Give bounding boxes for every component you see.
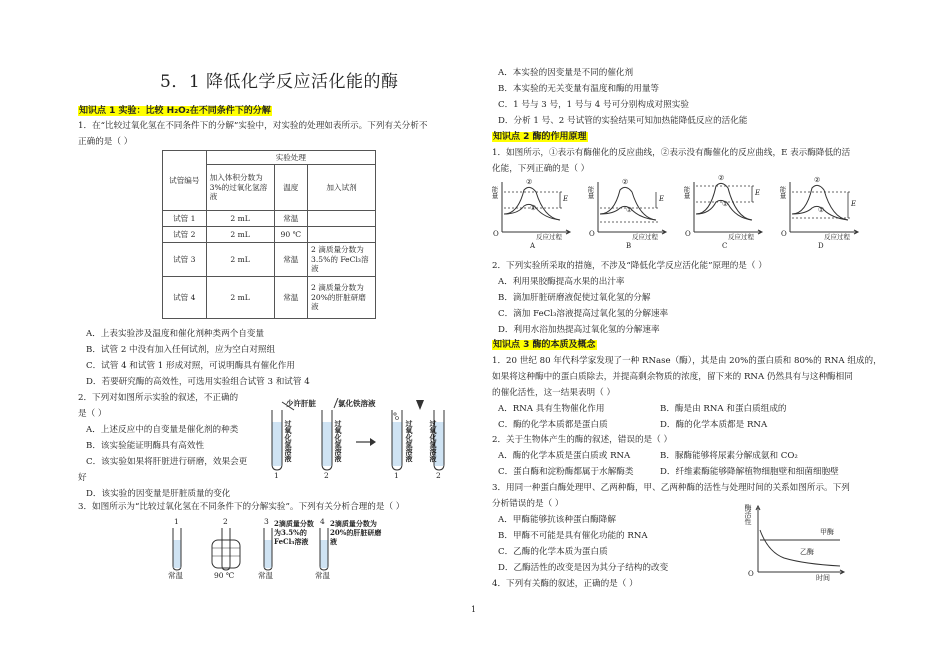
energy-xlabel: 反应过程 <box>536 233 562 241</box>
energy-graph-svg <box>586 178 674 252</box>
section-3-header <box>492 340 597 351</box>
q2-fecl3-label: 氯化铁溶液 <box>338 399 376 408</box>
table-cell: 90 ℃ <box>274 227 307 243</box>
table-cell: 2 mL <box>206 243 274 277</box>
table-cell: 2 mL <box>206 211 274 227</box>
table-row <box>163 227 376 243</box>
section-3-header-text: 知识点 3 酶的本质及概念 <box>493 340 596 350</box>
s3q3-stem-line2: 分析错误的是（ ） <box>492 499 564 509</box>
q3-stem: 3．如图所示为“比较过氧化氢在不同条件下的分解实验”。下列有关分析合理的是（ ） <box>78 502 405 512</box>
curve-1-label: ① <box>530 204 537 212</box>
s2q2-option-a: A．利用果胶酶提高水果的出汁率 <box>498 277 625 287</box>
section-1-header <box>78 106 272 117</box>
energy-xlabel: 反应过程 <box>824 233 850 241</box>
enzyme-activity-svg <box>744 504 854 586</box>
s3q1-option-c: C．酶的化学本质都是蛋白质 <box>498 420 608 430</box>
q1-option-b: B．试管 2 中没有加入任何试剂，应为空白对照组 <box>86 345 276 355</box>
s3q2-option-b: B．脲酶能够将尿素分解成氨和 CO₂ <box>660 451 798 461</box>
s3q1-option-d: D．酶的化学本质都是 RNA <box>660 420 768 430</box>
energy-ylabel: 能量 <box>682 186 691 199</box>
page-title: 5．1 降低化学反应活化能的酶 <box>160 72 399 92</box>
e-label: E <box>755 189 761 197</box>
s3q2-option-c: C．蛋白酶和淀粉酶都属于水解酶类 <box>498 467 634 477</box>
q3-num-3: 3 <box>264 517 269 526</box>
s2q1-stem-line2: 化能，下列正确的是（ ） <box>492 164 590 174</box>
s2q1-stem-line1: 1．如图所示，①表示有酶催化的反应曲线，②表示没有酶催化的反应曲线，E 表示酶降低的活 <box>492 148 851 158</box>
q1-stem-line1: 1．在“比较过氧化氢在不同条件下的分解”实验中，对实验的处理如表所示。下列有关分析不 <box>78 121 428 131</box>
energy-graph-svg <box>778 178 866 252</box>
table-row <box>163 211 376 227</box>
q3-temp-4: 常温 <box>315 571 330 580</box>
s3q1-line2: 如果将这种酶中的蛋白质除去，并提高剩余物质的浓度，留下来的 RNA 仍然具有与这种酶相同 <box>492 372 853 382</box>
table-cell: 试管 1 <box>163 211 207 227</box>
s3q1-option-a: A．RNA 具有生物催化作用 <box>498 404 605 414</box>
q2-tube-num-2: 2 <box>324 471 329 480</box>
q2-option-c: C．该实验如果将肝脏进行研磨，效果会更 <box>86 457 248 467</box>
table-header-temp: 温度 <box>274 165 307 211</box>
s3q1-line1: 1．20 世纪 80 年代科学家发现了一种 RNase（酶），其是由 20%的蛋白质和 80%的 RNA 组成的， <box>492 356 882 366</box>
s3q1-option-b: B．酶是由 RNA 和蛋白质组成的 <box>660 404 787 414</box>
q1-option-d: D．若要研究酶的高效性，可选用实验组合试管 3 和试管 4 <box>86 377 310 387</box>
table-cell: 2 滴质量分数为 3.5%的 FeCl₃溶液 <box>308 243 376 277</box>
q2-option-b: B．该实验能证明酶具有高效性 <box>86 441 205 451</box>
e-label: E <box>563 195 569 203</box>
s3q4-stem: 4．下列有关酶的叙述，正确的是（ ） <box>492 579 638 589</box>
energy-ylabel: 能量 <box>778 186 787 199</box>
q2-tube-text-2: 过氧化氢溶液 <box>334 420 344 462</box>
q2-test-tube-figure <box>264 398 454 482</box>
table-cell: 常温 <box>274 243 307 277</box>
energy-xlabel: 反应过程 <box>728 233 754 241</box>
table-cell: 2 滴质量分数为 20%的肝脏研磨液 <box>308 277 376 319</box>
s3q3-option-a: A．甲酶能够抗该种蛋白酶降解 <box>498 515 616 525</box>
section-2-header <box>492 132 588 143</box>
q2-option-a: A．上述反应中的自变量是催化剂的种类 <box>86 425 239 435</box>
page-number: 1 <box>471 605 477 614</box>
q2-tube-text-3: 过氧化氢溶液 <box>405 420 415 462</box>
q2-tube-num-3: 1 <box>394 471 399 480</box>
s3q3-stem-line1: 3．用同一种蛋白酶处理甲、乙两种酶，甲、乙两种酶的活性与处理时间的关系如图所示。下列 <box>492 483 850 493</box>
curve-2-label: ② <box>622 178 629 186</box>
activity-jia-label: 甲酶 <box>820 528 834 536</box>
activation-energy-graphs <box>490 174 870 252</box>
activity-xlabel: 时间 <box>816 574 830 582</box>
graph-letter: B <box>626 242 632 250</box>
curve-1-label: ① <box>626 206 633 214</box>
q2-tube-num-4: 2 <box>436 471 441 480</box>
energy-graph-d <box>778 178 866 252</box>
s3q2-option-a: A．酶的化学本质是蛋白质或 RNA <box>498 451 631 461</box>
q3-option-c: C．1 号与 3 号，1 号与 4 号可分别构成对照实验 <box>498 100 689 110</box>
section-1-header-text: 知识点 1 实验：比较 H₂O₂在不同条件下的分解 <box>79 106 271 116</box>
s3q3-option-c: C．乙酶的化学本质为蛋白质 <box>498 547 608 557</box>
q2-tube-text-4: 过氧化氢溶液 <box>429 420 439 462</box>
s3q3-option-d: D．乙酶活性的改变是因为其分子结构的改变 <box>498 563 669 573</box>
table-header-reagent: 加入试剂 <box>308 165 376 211</box>
graph-letter: C <box>722 242 728 250</box>
curve-2-label: ② <box>526 178 533 186</box>
experiment-table <box>162 150 376 319</box>
energy-graph-c <box>682 174 770 252</box>
q2-stem-line2: 是（ ） <box>78 409 107 419</box>
q1-stem-line2: 正确的是（ ） <box>78 137 133 147</box>
q3-temp-2: 90 ℃ <box>214 571 235 580</box>
q3-option-a: A．本实验的因变量是不同的催化剂 <box>498 68 634 78</box>
origin-label: O <box>781 230 787 238</box>
table-cell: 常温 <box>274 211 307 227</box>
energy-ylabel: 能量 <box>490 186 499 199</box>
q3-num-4: 4 <box>320 517 325 526</box>
table-cell: 试管 4 <box>163 277 207 319</box>
graph-letter: D <box>818 242 824 250</box>
s2q2-option-c: C．滴加 FeCl₃溶液提高过氧化氢的分解速率 <box>498 309 669 319</box>
q3-option-d: D．分析 1 号、2 号试管的实验结果可知加热能降低反应的活化能 <box>498 116 748 126</box>
q3-tube-figure <box>160 518 390 582</box>
curve-1-label: ① <box>722 200 729 208</box>
q3-option-b: B．本实验的无关变量有温度和酶的用量等 <box>498 84 660 94</box>
q2-liver-label: 少许肝脏 <box>286 399 316 408</box>
q1-option-a: A．上表实验涉及温度和催化剂种类两个自变量 <box>86 329 265 339</box>
curve-2 <box>792 185 848 220</box>
q2-option-d: D．该实验的因变量是肝脏质量的变化 <box>86 489 231 499</box>
table-cell <box>308 227 376 243</box>
q2-option-c-cont: 好 <box>78 473 87 483</box>
q3-temp-3: 常温 <box>258 571 273 580</box>
q1-option-c: C．试管 4 和试管 1 形成对照，可说明酶具有催化作用 <box>86 361 295 371</box>
s3q1-line3: 的催化活性，这一结果表明（ ） <box>492 388 616 398</box>
curve-2-label: ② <box>718 174 725 182</box>
q2-tube-num-1: 1 <box>274 471 279 480</box>
table-row <box>163 277 376 319</box>
s2q2-stem: 2．下列实验所采取的措施，不涉及“降低化学反应活化能”原理的是（ ） <box>492 261 767 271</box>
origin-label: O <box>493 230 499 238</box>
activity-ylabel: 酶活性 <box>744 504 753 525</box>
energy-ylabel: 能量 <box>586 186 595 199</box>
s2q2-option-d: D．利用水浴加热提高过氧化氢的分解速率 <box>498 325 660 335</box>
s3q2-stem: 2．关于生物体产生的酶的叙述，错误的是（ ） <box>492 435 673 445</box>
table-cell: 试管 2 <box>163 227 207 243</box>
table-row <box>163 243 376 277</box>
s3q3-option-b: B．甲酶不可能是具有催化功能的 RNA <box>498 531 648 541</box>
curve-2 <box>600 187 656 220</box>
activity-yi-label: 乙酶 <box>800 548 814 556</box>
q3-num-1: 1 <box>174 517 179 526</box>
energy-xlabel: 反应过程 <box>632 233 658 241</box>
energy-graph-a <box>490 178 578 252</box>
section-2-header-text: 知识点 2 酶的作用原理 <box>493 132 587 142</box>
s3q2-option-d: D．纤维素酶能够降解植物细胞壁和细菌细胞壁 <box>660 467 839 477</box>
q2-tube-text-1: 过氧化氢溶液 <box>284 420 294 462</box>
origin-label: O <box>589 230 595 238</box>
table-header-h2o2: 加入体积分数为 3%的过氧化氢溶液 <box>206 165 274 211</box>
s2q2-option-b: B．滴加肝脏研磨液促使过氧化氢的分解 <box>498 293 651 303</box>
q3-label-3: 2滴质量分数为3.5%的FeCl₃溶液 <box>274 519 314 546</box>
energy-graph-svg <box>490 178 578 252</box>
curve-1-label: ① <box>818 206 825 214</box>
table-cell: 常温 <box>274 277 307 319</box>
graph-letter: A <box>530 242 536 250</box>
q3-num-2: 2 <box>223 517 228 526</box>
table-cell: 2 mL <box>206 277 274 319</box>
energy-graph-b <box>586 178 674 252</box>
enzyme-activity-graph <box>744 504 854 586</box>
curve-2-label: ② <box>814 176 821 184</box>
q3-temp-1: 常温 <box>168 571 183 580</box>
q2-stem-line1: 2．下列对如图所示实验的叙述，不正确的 <box>78 393 239 403</box>
origin-label: O <box>685 230 691 238</box>
q3-label-4: 2滴质量分数为20%的肝脏研磨液 <box>330 519 382 546</box>
e-label: E <box>851 200 857 208</box>
table-cell: 2 mL <box>206 227 274 243</box>
table-cell <box>308 211 376 227</box>
activity-origin: O <box>748 570 754 578</box>
table-header-tube: 试管编号 <box>163 151 207 211</box>
e-label: E <box>659 195 665 203</box>
table-header-process: 实验处理 <box>206 151 375 165</box>
table-cell: 试管 3 <box>163 243 207 277</box>
